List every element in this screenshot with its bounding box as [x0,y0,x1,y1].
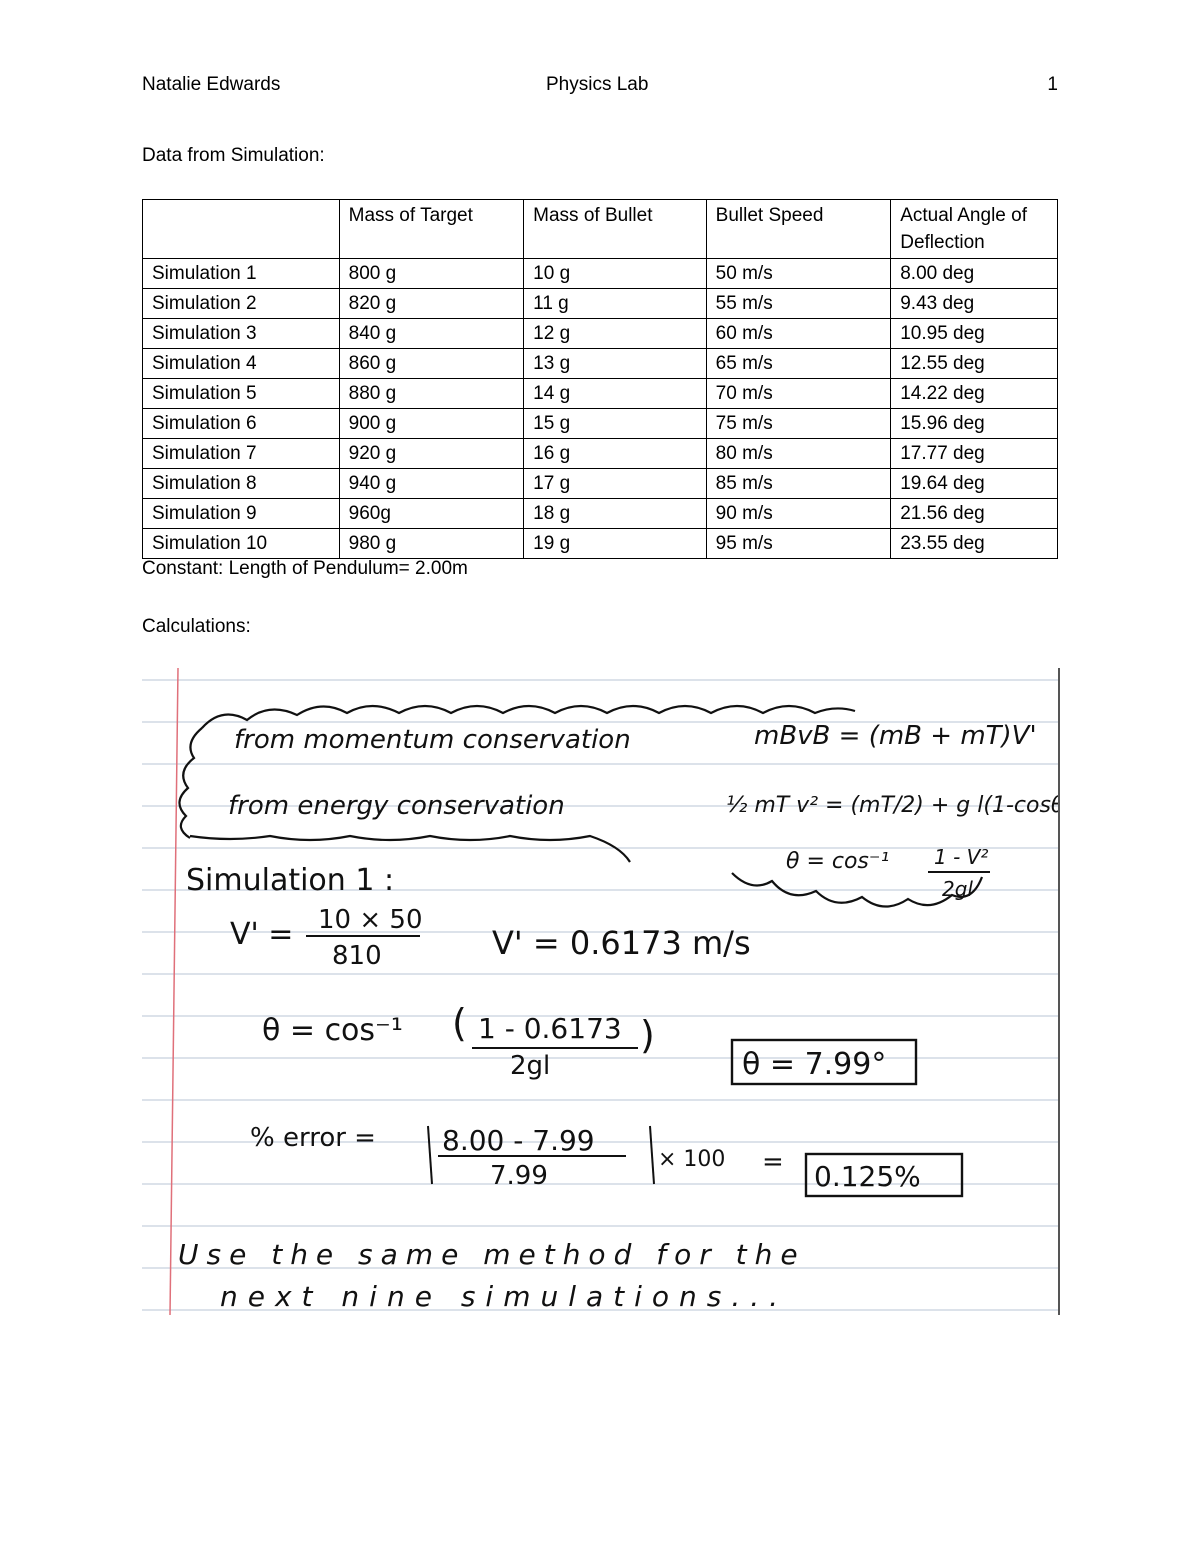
table-cell: 70 m/s [706,379,891,409]
row-label-cell: Simulation 5 [143,379,340,409]
author-name: Natalie Edwards [142,74,281,95]
table-cell: 940 g [339,469,524,499]
table-cell: 920 g [339,439,524,469]
table-cell: 980 g [339,529,524,559]
table-cell: 18 g [524,499,707,529]
table-cell: 11 g [524,289,707,319]
data-heading: Data from Simulation: [142,145,325,166]
table-cell: 90 m/s [706,499,891,529]
row-label-cell: Simulation 1 [143,259,340,289]
table-cell: 8.00 deg [891,259,1058,289]
table-row [143,499,1058,529]
table-cell: 50 m/s [706,259,891,289]
table-cell: 17.77 deg [891,439,1058,469]
table-cell: 10 g [524,259,707,289]
table-cell: 85 m/s [706,469,891,499]
table-cell: 9.43 deg [891,289,1058,319]
simulation-data-table [142,199,1058,559]
table-cell: 55 m/s [706,289,891,319]
notebook-paper [142,668,1058,1315]
table-cell: 960g [339,499,524,529]
table-row [143,319,1058,349]
error-result: 0.125% [814,1160,921,1193]
table-cell: 12.55 deg [891,349,1058,379]
error-multiplier: × 100 [658,1147,726,1172]
margin-line [170,668,178,1315]
theta-denominator: 2gl [510,1051,551,1081]
table-cell: 15 g [524,409,707,439]
theta-result: θ = 7.99° [742,1047,887,1082]
table-cell: 75 m/s [706,409,891,439]
row-label-cell: Simulation 9 [143,499,340,529]
abs-bar [650,1126,654,1184]
table-row [143,529,1058,559]
error-denominator: 7.99 [490,1161,548,1191]
page-number: 1 [1047,74,1058,95]
document-title: Physics Lab [546,74,649,95]
table-cell: 17 g [524,469,707,499]
table-row [143,349,1058,379]
calculations-heading: Calculations: [142,616,251,637]
theta-formula-denominator: 2gl [942,877,973,901]
table-cell: 80 m/s [706,439,891,469]
table-cell: 95 m/s [706,529,891,559]
row-label-cell: Simulation 7 [143,439,340,469]
table-cell: 16 g [524,439,707,469]
table-row [143,409,1058,439]
table-header-row [143,200,1058,259]
table-header-cell: Mass of Bullet [524,200,707,259]
table-row [143,379,1058,409]
table-row [143,289,1058,319]
theta-lhs: θ = cos⁻¹ [262,1013,403,1048]
constant-note: Constant: Length of Pendulum= 2.00m [142,558,468,579]
energy-equation: ½ mT v² = (mT/2) + g l(1-cosθ) [726,793,1058,818]
energy-label: from energy conservation [228,791,565,821]
table-cell: 820 g [339,289,524,319]
closing-line-2: next nine simulations... [220,1280,789,1313]
error-lhs: % error = [250,1123,376,1153]
velocity-result: V' = 0.6173 m/s [492,924,751,962]
paren-open: ( [452,1001,467,1045]
row-label-cell: Simulation 8 [143,469,340,499]
table-cell: 12 g [524,319,707,349]
table-cell: 840 g [339,319,524,349]
ruled-lines [142,680,1058,1310]
table-cell: 14.22 deg [891,379,1058,409]
table-cell: 10.95 deg [891,319,1058,349]
error-numerator: 8.00 - 7.99 [442,1124,595,1157]
row-label-cell: Simulation 4 [143,349,340,379]
theta-numerator: 1 - 0.6173 [478,1012,622,1045]
table-cell: 14 g [524,379,707,409]
momentum-label: from momentum conservation [234,725,631,755]
equals-sign: = [762,1147,784,1177]
abs-bar [428,1126,432,1184]
table-cell: 860 g [339,349,524,379]
velocity-lhs: V' = [230,917,294,952]
table-cell: 880 g [339,379,524,409]
table-cell: 23.55 deg [891,529,1058,559]
table-header-cell: Bullet Speed [706,200,891,259]
table-cell: 15.96 deg [891,409,1058,439]
table-cell: 13 g [524,349,707,379]
row-label-cell: Simulation 10 [143,529,340,559]
table-header-cell: Mass of Target [339,200,524,259]
handwritten-notes-image [142,668,1060,1315]
table-row [143,259,1058,289]
velocity-numerator: 10 × 50 [318,905,423,935]
table-cell: 800 g [339,259,524,289]
table-cell: 21.56 deg [891,499,1058,529]
row-label-cell: Simulation 3 [143,319,340,349]
table-cell: 19.64 deg [891,469,1058,499]
table-cell: 19 g [524,529,707,559]
paren-close: ) [640,1013,655,1057]
theta-formula-lhs: θ = cos⁻¹ [786,849,890,874]
closing-line-1: Use the same method for the [178,1238,806,1271]
table-cell: 60 m/s [706,319,891,349]
table-header-cell [143,200,340,259]
table-header-cell: Actual Angle of Deflection [891,200,1058,259]
table-row [143,439,1058,469]
row-label-cell: Simulation 2 [143,289,340,319]
velocity-denominator: 810 [332,941,382,971]
simulation-heading: Simulation 1 : [186,863,395,898]
table-body [143,259,1058,559]
theta-formula-numerator: 1 - V² [934,845,989,869]
table-cell: 900 g [339,409,524,439]
table-row [143,469,1058,499]
table-cell: 65 m/s [706,349,891,379]
row-label-cell: Simulation 6 [143,409,340,439]
momentum-equation: mBvB = (mB + mT)V' [754,721,1037,751]
